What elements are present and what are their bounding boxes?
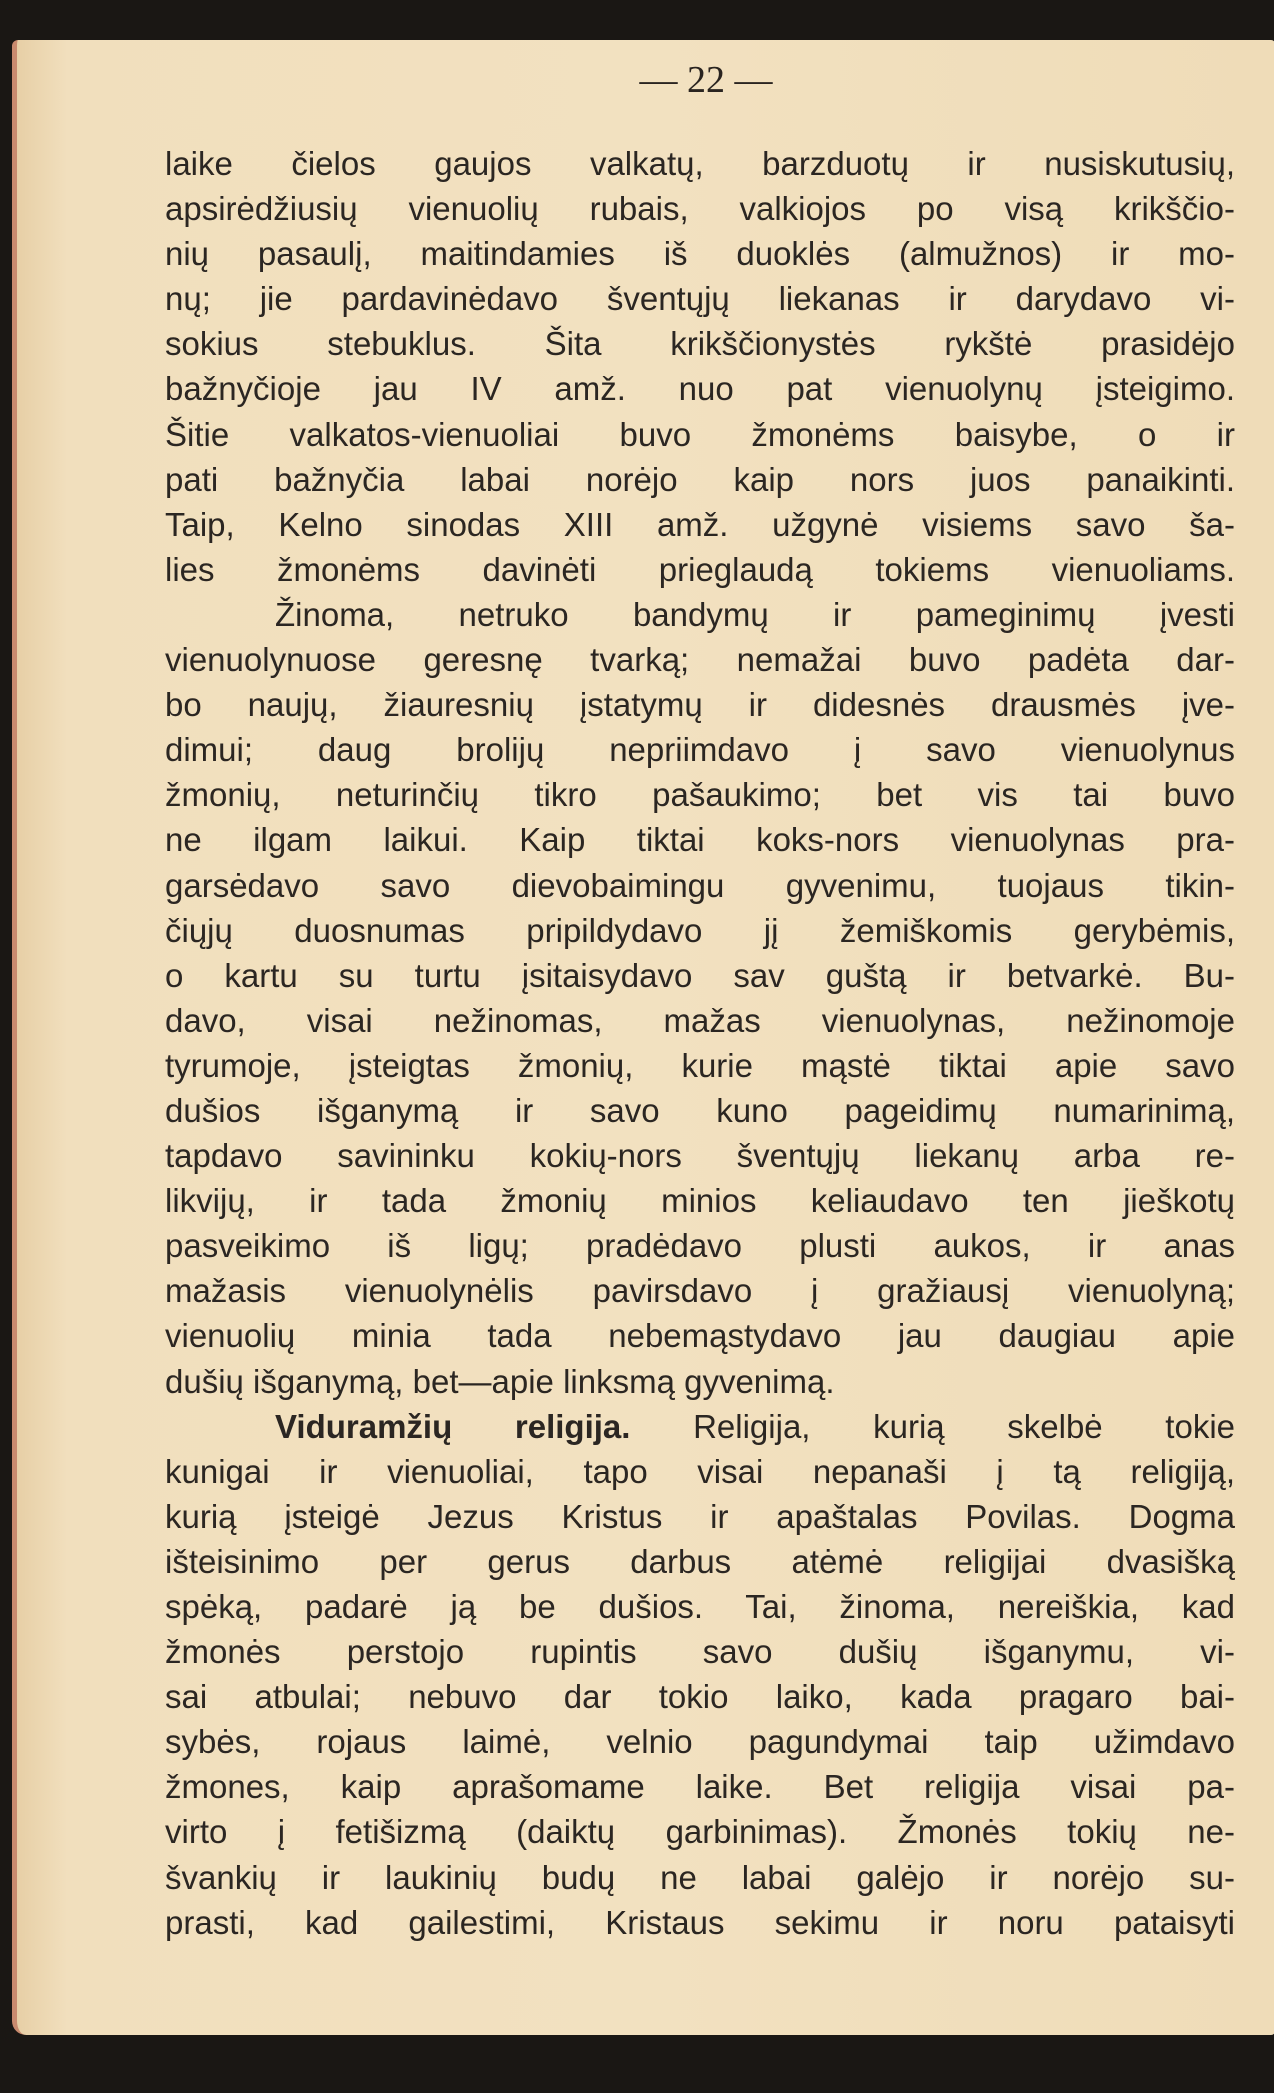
line-text: kurią įsteigė Jezus Kristus ir apaštalas Povilas. Dogma xyxy=(165,1497,1235,1535)
text-line xyxy=(165,908,1235,953)
text-line xyxy=(165,1088,1235,1133)
line-text: švankių ir laukinių budų ne labai galėjo ir norėjo su- xyxy=(165,1858,1235,1896)
text-line xyxy=(165,1584,1235,1629)
line-text: kunigai ir vienuoliai, tapo visai nepanaši į tą religiją, xyxy=(165,1452,1235,1490)
text-line xyxy=(165,998,1235,1043)
line-text: tyrumoje, įsteigtas žmonių, kurie mąstė tiktai apie savo xyxy=(165,1046,1235,1084)
text-line xyxy=(165,1764,1235,1809)
line-text: bažnyčioje jau IV amž. nuo pat vienuolynų įsteigimo. xyxy=(165,370,1235,408)
text-line xyxy=(165,727,1235,772)
text-line xyxy=(165,772,1235,817)
text-line xyxy=(165,682,1235,727)
text-line xyxy=(165,863,1235,908)
line-text: pati bažnyčia labai norėjo kaip nors juos panaikinti. xyxy=(165,460,1235,498)
line-text: virto į fetišizmą (daiktų garbinimas). Žmonės tokių ne- xyxy=(165,1813,1235,1851)
text-line xyxy=(165,637,1235,682)
text-line xyxy=(165,953,1235,998)
text-line xyxy=(165,1674,1235,1719)
text-line xyxy=(165,1719,1235,1764)
line-text: išteisinimo per gerus darbus atėmė religijai dvasišką xyxy=(165,1542,1235,1580)
line-text: laike čielos gaujos valkatų, barzduotų ir nusiskutusių, xyxy=(165,145,1235,182)
text-line xyxy=(165,592,1235,637)
line-text: likvijų, ir tada žmonių minios keliaudavo ten jieškotų xyxy=(165,1182,1235,1220)
text-line xyxy=(165,321,1235,366)
text-line xyxy=(165,1809,1235,1854)
text-line xyxy=(165,186,1235,231)
page-number: — 22 — xyxy=(639,59,773,101)
line-text: dimui; daug brolijų nepriimdavo į savo vienuolynus xyxy=(165,731,1235,769)
text-line xyxy=(165,1404,1235,1449)
line-text: garsėdavo savo dievobaimingu gyvenimu, tuojaus tikin- xyxy=(165,866,1235,904)
text-line xyxy=(165,276,1235,321)
line-text: Šitie valkatos-vienuoliai buvo žmonėms baisybe, o ir xyxy=(165,415,1235,453)
text-line xyxy=(165,1223,1235,1268)
text-line xyxy=(165,1313,1235,1358)
line-text: bo naujų, žiauresnių įstatymų ir didesnės drausmės įve- xyxy=(165,686,1235,724)
section-heading: Viduramžių religija. xyxy=(275,1407,631,1445)
text-line xyxy=(165,1359,1235,1404)
line-text: nių pasaulį, maitindamies iš duoklės (almužnos) ir mo- xyxy=(165,235,1235,273)
text-line xyxy=(165,547,1235,592)
text-line xyxy=(165,412,1235,457)
line-text: žmones, kaip aprašomame laike. Bet religija visai pa- xyxy=(165,1768,1235,1806)
line-text: prasti, kad gailestimi, Kristaus sekimu ir noru pataisyti xyxy=(165,1903,1235,1941)
text-line xyxy=(165,1539,1235,1584)
text-line xyxy=(165,141,1235,186)
text-line xyxy=(165,1900,1235,1945)
line-text: Taip, Kelno sinodas XIII amž. užgynė visiems savo ša- xyxy=(165,505,1235,543)
line-text: spėką, padarė ją be dušios. Tai, žinoma, nereiškia, kad xyxy=(165,1588,1235,1625)
text-line xyxy=(165,1268,1235,1313)
line-text: sybės, rojaus laimė, velnio pagundymai taip užimdavo xyxy=(165,1723,1235,1761)
text-line xyxy=(165,231,1235,276)
line-text: pasveikimo iš ligų; pradėdavo plusti aukos, ir anas xyxy=(165,1227,1235,1265)
line-text: apsirėdžiusių vienuolių rubais, valkiojos po visą krikščio- xyxy=(165,190,1235,228)
book-page xyxy=(12,40,1274,2035)
text-line xyxy=(165,1855,1235,1900)
text-line xyxy=(165,366,1235,411)
line-text: mažasis vienuolynėlis pavirsdavo į gražiausį vienuolyną; xyxy=(165,1272,1235,1310)
text-line xyxy=(165,1178,1235,1223)
line-text: o kartu su turtu įsitaisydavo sav guštą ir betvarkė. Bu- xyxy=(165,956,1235,994)
line-text: dušių išganymą, bet—apie linksmą gyvenimą. xyxy=(165,1362,835,1400)
text-line xyxy=(165,457,1235,502)
line-text: tapdavo savininku kokių-nors šventųjų liekanų arba re- xyxy=(165,1137,1235,1175)
line-text: sai atbulai; nebuvo dar tokio laiko, kada pragaro bai- xyxy=(165,1678,1235,1716)
line-text: čiųjų duosnumas pripildydavo jį žemiškomis gerybėmis, xyxy=(165,911,1235,949)
line-text: vienuolynuose geresnę tvarką; nemažai buvo padėta dar- xyxy=(165,641,1235,679)
line-text: nų; jie pardavinėdavo šventųjų liekanas ir darydavo vi- xyxy=(165,280,1235,318)
line-text: ne ilgam laikui. Kaip tiktai koks-nors vienuolynas pra- xyxy=(165,821,1235,859)
line-text: vienuolių minia tada nebemąstydavo jau daugiau apie xyxy=(165,1317,1235,1355)
body-text xyxy=(165,141,1235,1945)
text-line xyxy=(165,1043,1235,1088)
line-text: Žinoma, netruko bandymų ir pameginimų įvesti xyxy=(275,595,1235,633)
line-text: Religija, kurią skelbė tokie xyxy=(630,1407,1235,1445)
line-text: dušios išganymą ir savo kuno pageidimų numarinimą, xyxy=(165,1091,1235,1129)
text-line xyxy=(165,1449,1235,1494)
line-text: sokius stebuklus. Šita krikščionystės rykštė prasidėjo xyxy=(165,325,1235,363)
line-text: davo, visai nežinomas, mažas vienuolynas, nežinomoje xyxy=(165,1001,1235,1039)
text-line xyxy=(165,1494,1235,1539)
text-line xyxy=(165,817,1235,862)
line-text: lies žmonėms davinėti prieglaudą tokiems vienuoliams. xyxy=(165,550,1235,588)
line-text: žmonės perstojo rupintis savo dušių išganymu, vi- xyxy=(165,1633,1235,1671)
text-line xyxy=(165,1133,1235,1178)
text-line xyxy=(165,502,1235,547)
text-line xyxy=(165,1629,1235,1674)
line-text: žmonių, neturinčių tikro pašaukimo; bet vis tai buvo xyxy=(165,776,1235,814)
